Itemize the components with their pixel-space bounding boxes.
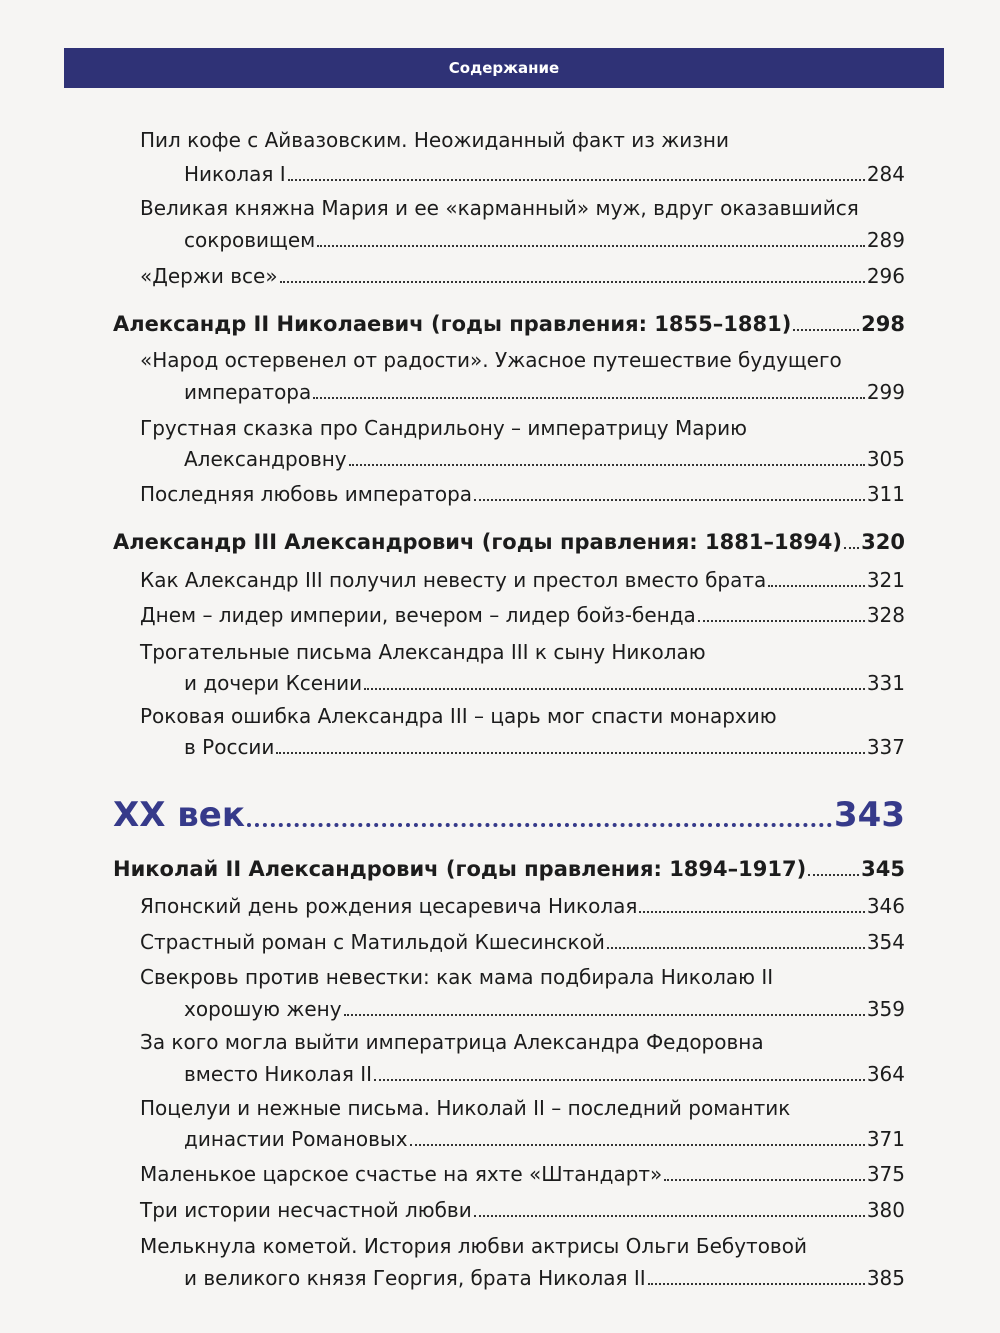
toc-entry-last-line (140, 482, 905, 506)
toc-entry-title-end: династии Романовых (184, 1127, 408, 1151)
leader-dots (344, 1014, 865, 1016)
leader-dots (648, 1283, 865, 1285)
toc-entry-title-end: и великого князя Георгия, брата Николая II (184, 1266, 646, 1290)
toc-chapter-title: Александр II Николаевич (годы правления: 1855–1881) (113, 312, 792, 336)
toc-page-number: 320 (861, 530, 905, 554)
toc-entry (0, 640, 1000, 700)
toc-chapter-entry (0, 312, 1000, 342)
toc-entry-last-line (184, 1062, 905, 1086)
toc-page-number: 375 (866, 1162, 905, 1186)
toc-page-number: 298 (861, 312, 905, 336)
toc-entry-title-end: Александровну (184, 447, 347, 471)
toc-entry (0, 416, 1000, 476)
toc-entry-last-line (184, 447, 905, 471)
leader-dots (280, 281, 865, 283)
leader-dots (607, 947, 865, 949)
toc-entry-last-line (140, 603, 905, 627)
section-title: Содержание (448, 59, 560, 77)
leader-dots (639, 911, 864, 913)
toc-entry (0, 965, 1000, 1025)
leader-dots (844, 547, 859, 549)
leader-dots (474, 1215, 865, 1217)
toc-page-number: 331 (866, 671, 905, 695)
toc-entry-title-end: хорошую жену (184, 997, 342, 1021)
toc-entry (0, 128, 1000, 188)
toc-entry-last-line (184, 735, 905, 759)
toc-page-number: 346 (866, 894, 905, 918)
toc-page-number: 354 (866, 930, 905, 954)
toc-chapter-entry (0, 857, 1000, 887)
leader-dots (768, 585, 865, 587)
leader-dots (317, 245, 865, 247)
toc-entry (0, 264, 1000, 294)
toc-entry-title-end: Днем – лидер империи, вечером – лидер бойз-бенда (140, 603, 696, 627)
toc-entry-title-end: Последняя любовь императора (140, 482, 473, 506)
toc-entry-last-line (184, 997, 905, 1021)
toc-page-number: 371 (866, 1127, 905, 1151)
leader-dots (474, 499, 865, 501)
toc-entry-title-line: «Народ остервенел от радости». Ужасное путешествие будущего (140, 348, 842, 372)
toc-page-number: 364 (866, 1062, 905, 1086)
toc-entry (0, 482, 1000, 512)
toc-entry-title-end: Как Александр III получил невесту и престол вместо брата (140, 568, 767, 592)
toc-entry-title-line: Мелькнула кометой. История любви актрисы Ольги Бебутовой (140, 1234, 807, 1258)
toc-chapter-title: Николай II Александрович (годы правления: 1894–1917) (113, 857, 807, 881)
toc-page-number: 359 (866, 997, 905, 1021)
toc-page-number: 385 (866, 1266, 905, 1290)
toc-entry-last-line (113, 530, 905, 554)
toc-chapter-entry (0, 530, 1000, 560)
toc-page-number: 299 (866, 380, 905, 404)
leader-dots (364, 688, 865, 690)
toc-page-number: 311 (866, 482, 905, 506)
toc-entry-last-line (113, 857, 905, 881)
leader-dots (313, 397, 865, 399)
toc-entry (0, 196, 1000, 256)
toc-entry-title-line: За кого могла выйти императрица Александра Федоровна (140, 1030, 764, 1054)
toc-entry (0, 1234, 1000, 1294)
toc-entry-last-line (184, 228, 905, 252)
toc-page-number: 305 (866, 447, 905, 471)
toc-entry (0, 603, 1000, 633)
toc-entry (0, 930, 1000, 960)
toc-entry (0, 1096, 1000, 1156)
leader-dots (664, 1179, 865, 1181)
leader-dots (349, 464, 865, 466)
toc-century-entry (0, 795, 1000, 843)
toc-entry-last-line (113, 312, 905, 336)
toc-entry (0, 348, 1000, 408)
toc-entry-last-line (140, 1162, 905, 1186)
toc-page-number: 284 (866, 162, 905, 186)
toc-entry-title-end: Маленькое царское счастье на яхте «Штандарт» (140, 1162, 663, 1186)
toc-entry-title-end: и дочери Ксении (184, 671, 363, 695)
leader-dots (288, 179, 865, 181)
toc-page-number: 380 (866, 1198, 905, 1222)
toc-entry-last-line (184, 1266, 905, 1290)
toc-entry-title-line: Пил кофе с Айвазовским. Неожиданный факт из жизни (140, 128, 730, 152)
toc-entry-last-line (184, 671, 905, 695)
toc-entry-title-end: императора (184, 380, 312, 404)
toc-entry-title-end: Страстный роман с Матильдой Кшесинской (140, 930, 605, 954)
toc-entry-last-line (140, 568, 905, 592)
toc-page-number: 345 (861, 857, 905, 881)
toc-entry (0, 1162, 1000, 1192)
toc-entry-last-line (184, 1127, 905, 1151)
toc-entry-last-line (140, 930, 905, 954)
toc-entry-title-line: Роковая ошибка Александра III – царь мог спасти монархию (140, 704, 777, 728)
toc-page-number: 343 (834, 795, 905, 835)
toc-page-number: 337 (866, 735, 905, 759)
toc-entry (0, 894, 1000, 924)
toc-entry-title-line: Великая княжна Мария и ее «карманный» муж, вдруг оказавшийся (140, 196, 859, 220)
toc-entry-title-end: «Держи все» (140, 264, 278, 288)
leader-dots (793, 329, 859, 331)
toc-entry-title-end: в России (184, 735, 275, 759)
toc-entry (0, 704, 1000, 764)
toc-entry-title-end: Три истории несчастной любви (140, 1198, 472, 1222)
toc-entry (0, 1198, 1000, 1228)
toc-entry-title-line: Свекровь против невестки: как мама подбирала Николаю II (140, 965, 774, 989)
leader-dots (247, 823, 832, 827)
leader-dots (808, 874, 859, 876)
leader-dots (276, 752, 864, 754)
leader-dots (374, 1079, 865, 1081)
toc-page-number: 328 (866, 603, 905, 627)
toc-entry-title-end: сокровищем (184, 228, 316, 252)
leader-dots (698, 620, 865, 622)
toc-entry-title-line: Трогательные письма Александра III к сыну Николаю (140, 640, 706, 664)
toc-entry-last-line (140, 894, 905, 918)
toc-page-number: 289 (866, 228, 905, 252)
toc-entry-last-line (140, 1198, 905, 1222)
toc-entry-last-line (140, 264, 905, 288)
toc-entry-last-line (184, 380, 905, 404)
toc-entry-title-end: вместо Николая II (184, 1062, 372, 1086)
toc-chapter-title: Александр III Александрович (годы правления: 1881–1894) (113, 530, 843, 554)
toc-entry-title-line: Поцелуи и нежные письма. Николай II – последний романтик (140, 1096, 791, 1120)
toc-entry-last-line (184, 162, 905, 186)
toc-entry (0, 1030, 1000, 1090)
leader-dots (410, 1144, 865, 1146)
toc-page-number: 321 (866, 568, 905, 592)
toc-entry-title-line: Грустная сказка про Сандрильону – императрицу Марию (140, 416, 747, 440)
toc-entry-title-end: Николая I (184, 162, 286, 186)
toc-entry (0, 568, 1000, 598)
toc-entry-title-end: Японский день рождения цесаревича Николая (140, 894, 638, 918)
toc-century-title: XX век (113, 795, 245, 835)
toc-entry-last-line (113, 795, 905, 835)
toc-page-number: 296 (866, 264, 905, 288)
